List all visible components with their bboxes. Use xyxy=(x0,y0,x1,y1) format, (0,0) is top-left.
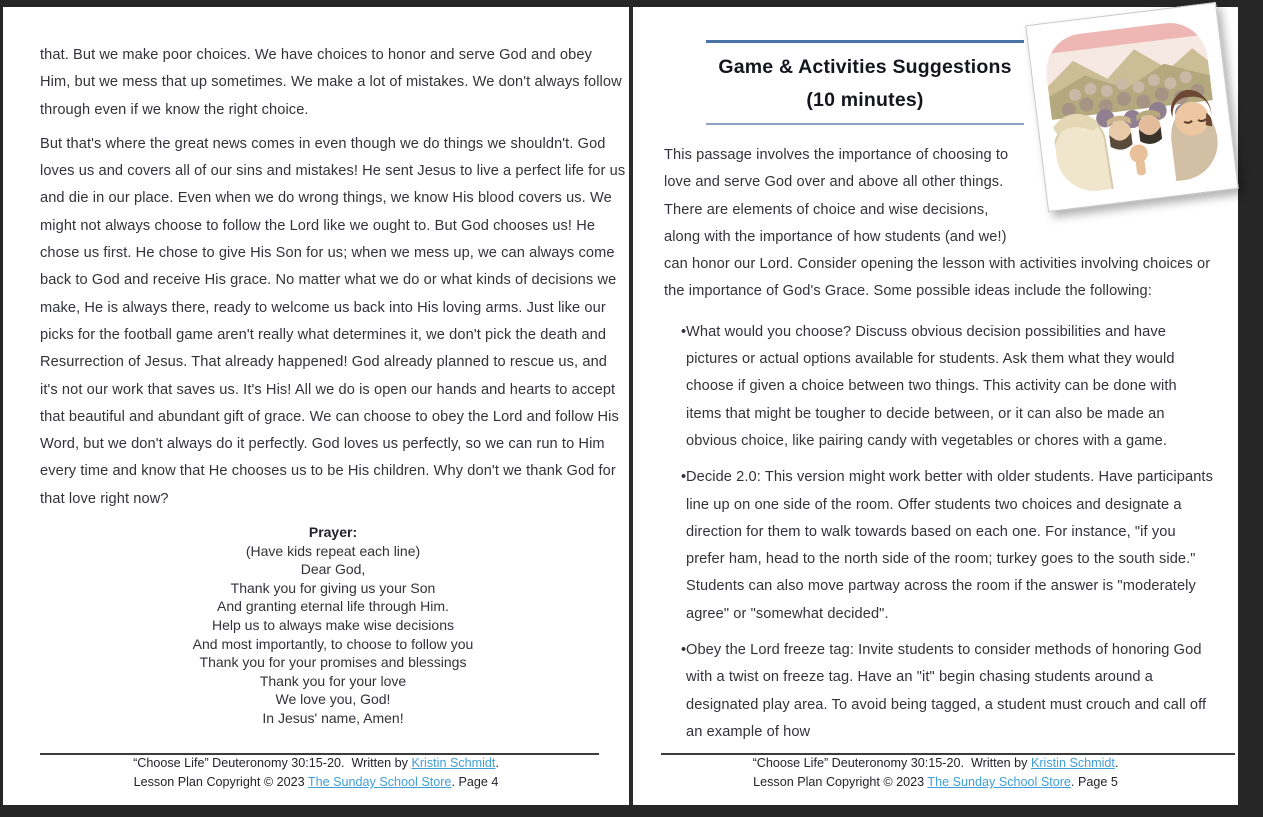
author-link[interactable]: Kristin Schmidt xyxy=(1030,756,1115,770)
heading-line-2: (10 minutes) xyxy=(806,89,924,111)
prayer-line: Thank you for giving us your Son xyxy=(230,579,436,596)
heading-line-1: Game & Activities Suggestions xyxy=(718,56,1012,78)
activity-list xyxy=(664,319,1216,746)
prayer-line: (Have kids repeat each line) xyxy=(245,542,421,559)
prayer-line: We love you, God! xyxy=(275,691,391,708)
list-item xyxy=(664,319,1216,455)
footer-period: . xyxy=(495,756,499,770)
crowd-illustration-svg xyxy=(1040,16,1225,197)
footer-citation: “Choose Life” Deuteronomy 30:15-20. xyxy=(133,756,345,770)
document-spread xyxy=(3,7,1238,805)
footer-written-by: Written by xyxy=(351,756,408,770)
prayer-line: Thank you for your promises and blessings xyxy=(199,654,467,671)
footer-citation: “Choose Life” Deuteronomy 30:15-20. xyxy=(752,756,964,770)
bullet-icon: • xyxy=(681,642,687,659)
footer-copyright: Lesson Plan Copyright © 2023 xyxy=(133,775,305,789)
footer-copyright-line xyxy=(3,773,629,792)
intro-paragraph: This passage involves the importance of choosing to love and serve God over and above all other things. There are elements of choice and wise decisions, along with the importance of how students (and we!) can honor our Lord. Consider opening the lesson with activities involving choices or the importance of God's Grace. Some possible ideas include the following: xyxy=(664,147,1211,300)
page-number: . Page 5 xyxy=(1070,775,1118,789)
list-item xyxy=(664,464,1216,628)
footer-copyright-line xyxy=(633,773,1238,792)
store-link[interactable]: The Sunday School Store xyxy=(927,775,1071,789)
prayer-section xyxy=(40,523,626,728)
heading-rule-bottom xyxy=(706,123,1024,125)
page-4-footer xyxy=(3,754,629,792)
bullet-text: Decide 2.0: This version might work better with older students. Have participants line up on one side of the room. Offer students two choices and designate a direction for them to walk towards based on each one. For instance, "if you prefer ham, head to the north side of the room; turkey goes to the south side." Students can also move partway across the room if the answer is "moderately agree" or "somewhat decided". xyxy=(686,469,1213,622)
footer-period: . xyxy=(1114,756,1119,770)
crowd-illustration-polaroid xyxy=(1025,2,1238,212)
left-paragraph-2: But that's where the great news comes in even though we do things we shouldn't. God loves us and covers all of our sins and mistakes! He sent Jesus to live a perfect life for us and die in our place. Even when we do wrong things, we know His blood covers us. We might not always choose to follow the Lord like we ought to. But God chooses us! He chose us first. He chose to give His Son for us; when we mess up, we can always come back to God and receive His grace. No matter what we do or what kinds of decisions we make, He is always there, ready to welcome us back into His loving arms. Just like our picks for the football game aren't really what determines it, we don't pick the death and Resurrection of Jesus. That already happened! God already planned to rescue us, and it's not our work that saves us. It's His! All we do is open our hands and hearts to accept that beautiful and abundant gift of grace. We can choose to obey the Lord and follow His Word, but we don't always do it perfectly. God loves us perfectly, so we can run to Him every time and know that He chooses us to be His children. Why don't we thank God for that love right now? xyxy=(40,135,626,507)
page-4 xyxy=(3,7,629,805)
prayer-line: And granting eternal life through Him. xyxy=(217,598,449,615)
prayer-line: Dear God, xyxy=(300,561,366,578)
footer-written-by: Written by xyxy=(970,756,1028,770)
left-paragraph-1: that. But we make poor choices. We have choices to honor and serve God and obey Him, but we mess that up sometimes. We make a lot of mistakes. We don't always follow through even if we know the right choice. xyxy=(40,47,622,118)
author-link[interactable]: Kristin Schmidt xyxy=(411,756,496,770)
footer-copyright: Lesson Plan Copyright © 2023 xyxy=(753,775,925,789)
store-link[interactable]: The Sunday School Store xyxy=(307,775,452,789)
bullet-text: What would you choose? Discuss obvious decision possibilities and have pictures or actual options available for students. Ask them what they would choose if given a choice between two things. This activity can be done with items that might be tougher to decide between, or it can also be made an obvious choice, like pairing candy with vegetables or chores with a game. xyxy=(686,323,1177,449)
prayer-line: In Jesus' name, Amen! xyxy=(262,709,404,726)
page-5-footer xyxy=(633,754,1238,792)
page-number: . Page 4 xyxy=(451,775,499,789)
footer-citation-line xyxy=(633,754,1238,773)
footer-citation-line xyxy=(3,754,629,773)
section-heading-block xyxy=(706,40,1024,125)
prayer-title: Prayer: xyxy=(308,524,358,541)
bullet-text: Obey the Lord freeze tag: Invite students to consider methods of honoring God with a twist on freeze tag. Have an "it" begin chasing students around a designated play area. To avoid being tagged, a student must crouch and call off an example of how xyxy=(686,642,1207,740)
page-5 xyxy=(633,7,1238,805)
section-heading xyxy=(706,43,1024,123)
bullet-icon: • xyxy=(681,323,687,340)
prayer-line: Help us to always make wise decisions xyxy=(212,617,454,634)
prayer-line: Thank you for your love xyxy=(259,672,407,689)
bullet-icon: • xyxy=(681,469,687,486)
list-item xyxy=(664,637,1216,746)
page-4-content xyxy=(3,7,627,728)
prayer-line: And most importantly, to choose to follow you xyxy=(192,635,474,652)
